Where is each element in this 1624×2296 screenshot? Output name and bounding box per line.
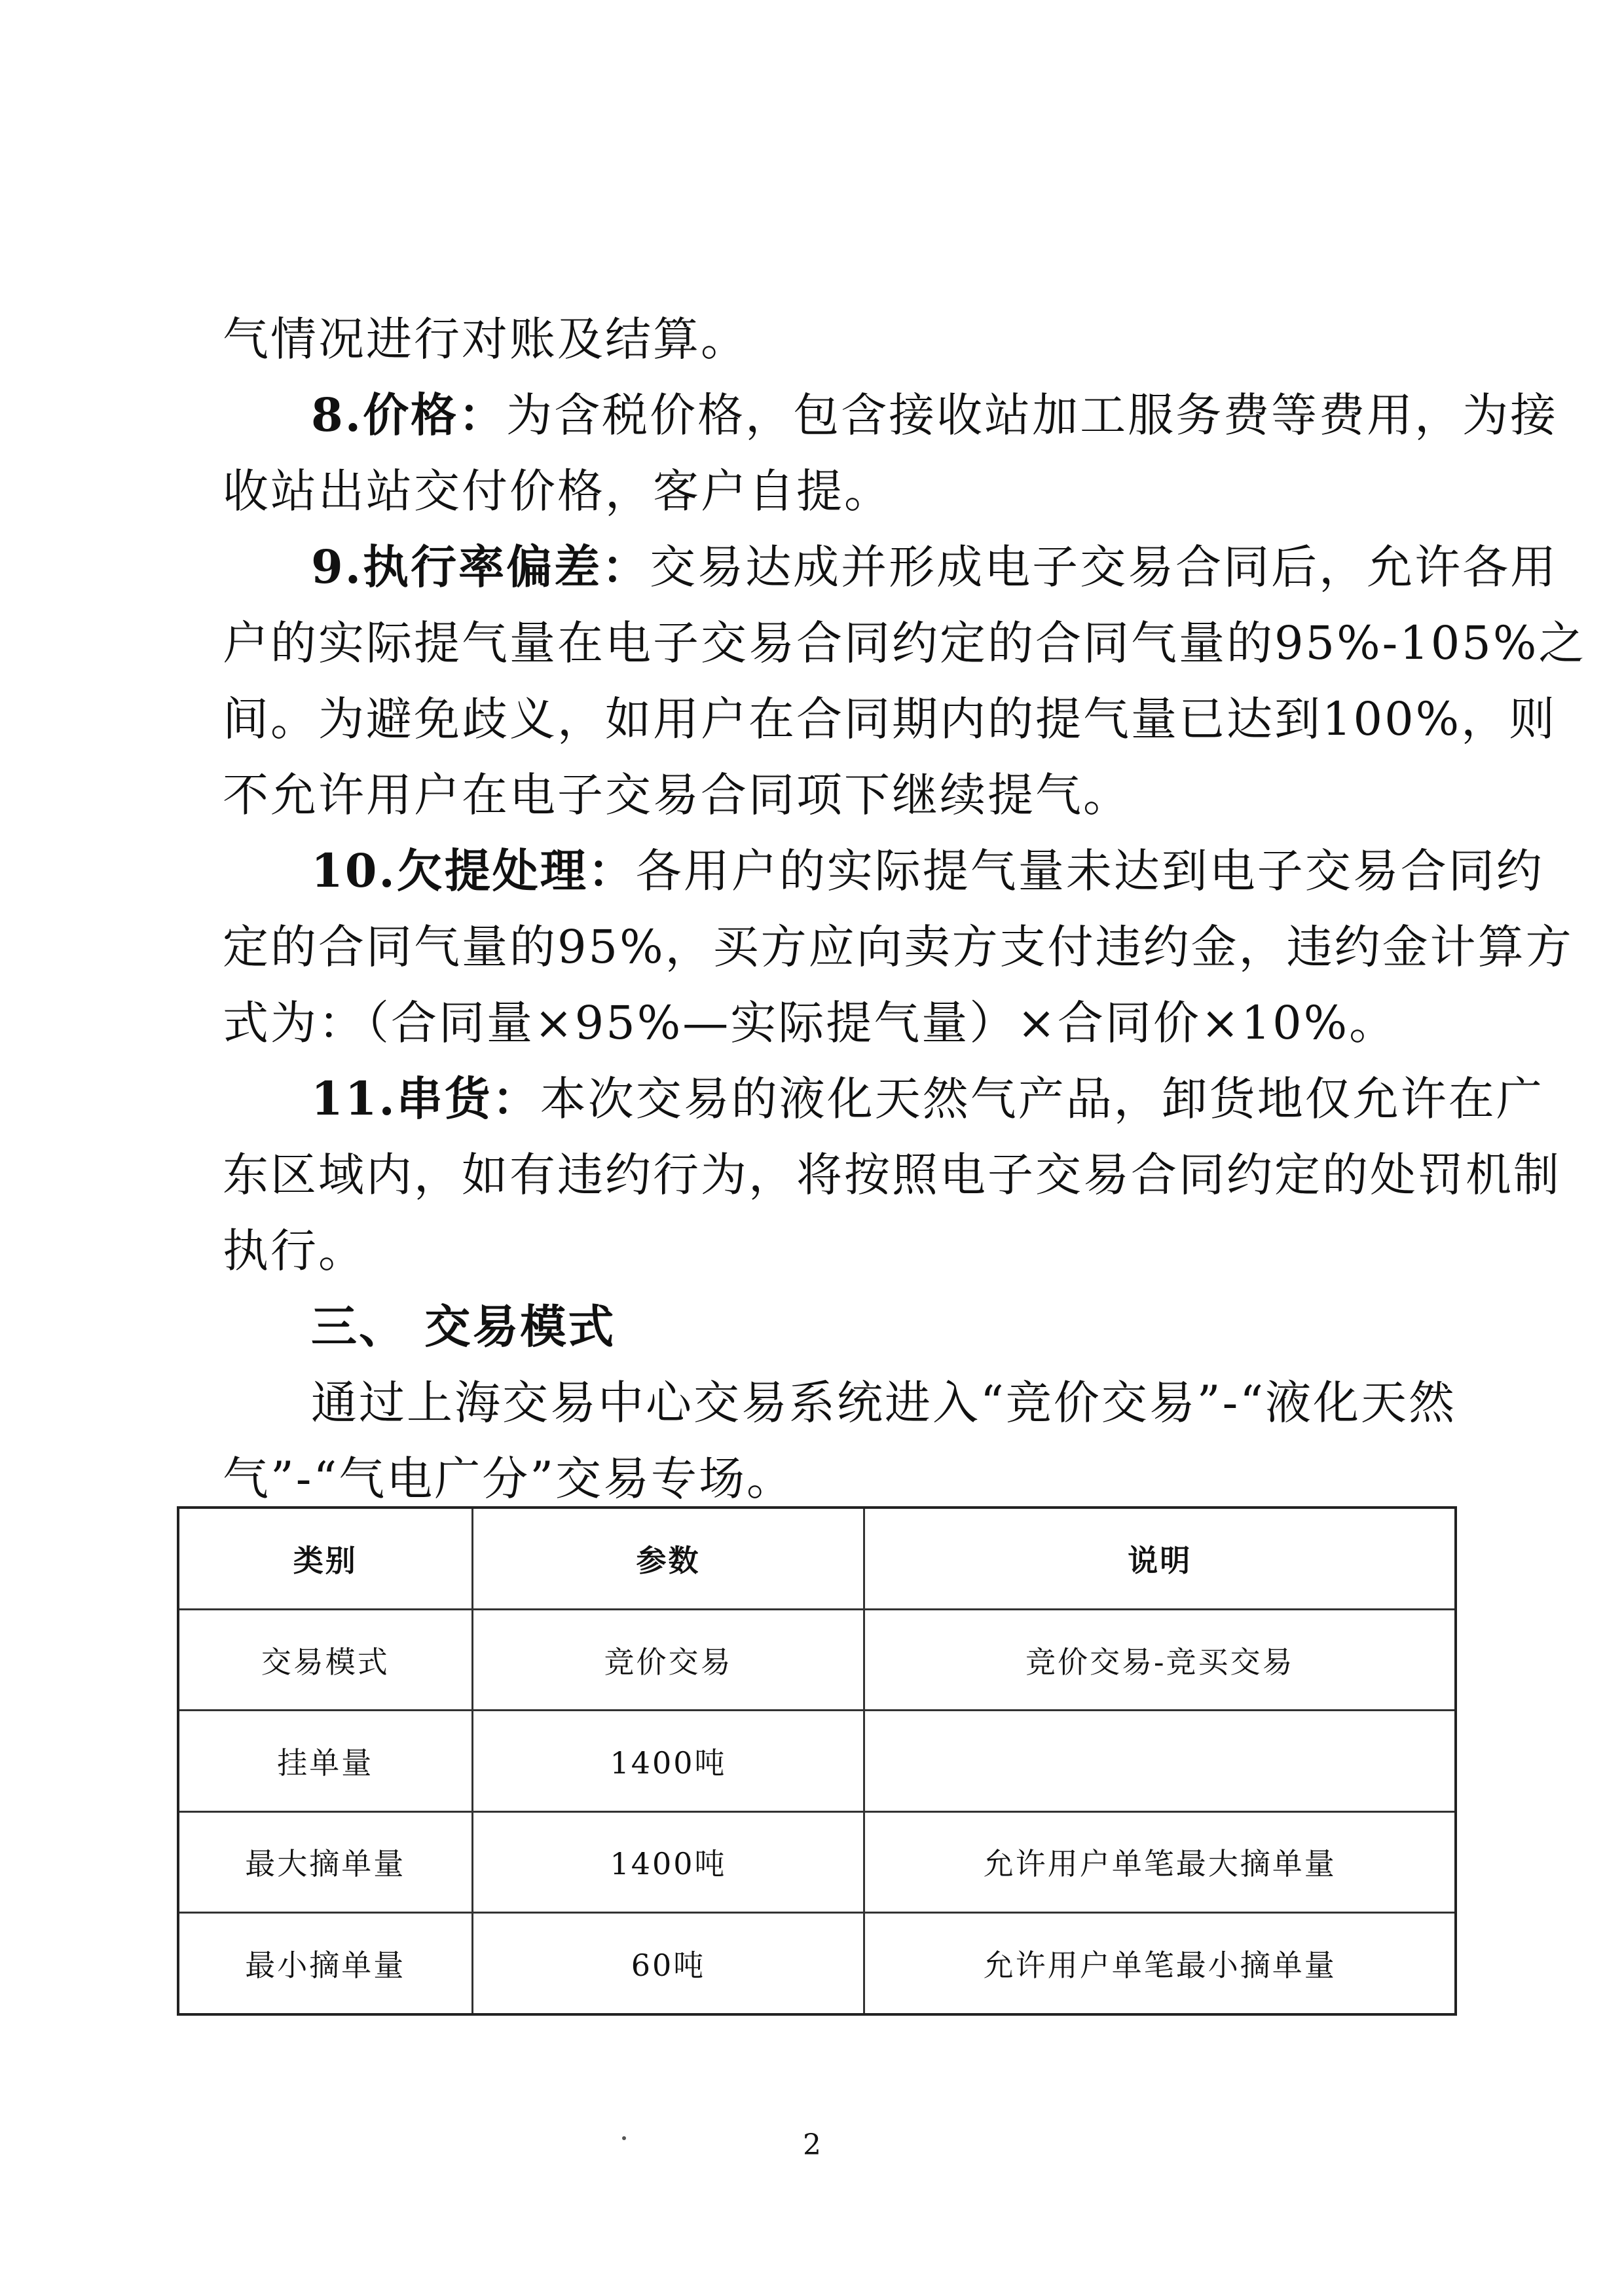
line-text: 户的实际提气量在电子交易合同约定的合同气量的95%-105%之 <box>223 616 1587 670</box>
table-cell: 竞价交易-竞买交易 <box>864 1609 1456 1710</box>
line-text: 气情况进行对账及结算。 <box>223 312 748 366</box>
table-cell: 竞价交易 <box>472 1609 864 1710</box>
table-row <box>178 1711 1456 1811</box>
clause-8-price <box>311 377 1559 453</box>
table-cell: 挂单量 <box>178 1711 472 1811</box>
paragraph-line <box>223 1137 1561 1213</box>
line-text: 东区域内，如有违约行为，将按照电子交易合同约定的处罚机制 <box>223 1148 1561 1202</box>
section-heading-trading-mode <box>311 1289 1414 1365</box>
table-cell: 1400吨 <box>472 1811 864 1912</box>
line-text: 气”-“气电广分”交易专场。 <box>223 1452 795 1506</box>
table-header-row <box>178 1508 1456 1609</box>
header-description: 说明 <box>864 1508 1456 1609</box>
clause-9-deviation <box>311 529 1559 605</box>
paragraph-line <box>223 605 1587 681</box>
line-text: 收站出站交付价格，客户自提。 <box>223 464 892 518</box>
paragraph-line <box>311 1365 1457 1441</box>
paragraph-line <box>223 909 1574 985</box>
paragraph-line <box>223 1441 1414 1517</box>
clause-title: 10.欠提处理： <box>311 843 636 898</box>
paragraph-line <box>223 1213 1414 1289</box>
line-text: 式为：（合同量×95%—实际提气量）×合同价×10%。 <box>223 996 1397 1050</box>
line-text: 通过上海交易中心交易系统进入“竞价交易”-“液化天然 <box>311 1376 1457 1430</box>
header-category: 类别 <box>178 1508 472 1609</box>
line-text: 间。为避免歧义，如用户在合同期内的提气量已达到100%，则 <box>223 692 1557 746</box>
table-cell: 交易模式 <box>178 1609 472 1710</box>
page-number: 2 <box>803 2128 821 2162</box>
paragraph-line <box>223 453 1414 529</box>
clause-title: 11.串货： <box>311 1071 540 1126</box>
paragraph-line <box>223 681 1557 757</box>
table-cell: 最大摘单量 <box>178 1811 472 1912</box>
table-cell: 允许用户单笔最大摘单量 <box>864 1811 1456 1912</box>
table-row <box>178 1609 1456 1710</box>
table-cell: 允许用户单笔最小摘单量 <box>864 1913 1456 2015</box>
line-text: 交易达成并形成电子交易合同后，允许各用 <box>650 540 1559 594</box>
section-title: 三、 交易模式 <box>311 1299 616 1354</box>
line-text: 各用户的实际提气量未达到电子交易合同约 <box>635 844 1544 898</box>
table-cell <box>864 1711 1456 1811</box>
paragraph-line <box>223 301 1414 377</box>
line-text: 本次交易的液化天然气产品，卸货地仅允许在广 <box>540 1072 1544 1126</box>
clause-title: 8.价格： <box>311 388 507 442</box>
line-text: 定的合同气量的95%，买方应向卖方支付违约金，违约金计算方 <box>223 920 1574 974</box>
trading-parameters-table <box>177 1506 1457 2016</box>
clause-title: 9.执行率偏差： <box>311 540 650 594</box>
table-cell: 60吨 <box>472 1913 864 2015</box>
scan-dot <box>622 2136 626 2140</box>
paragraph-line <box>223 757 1414 833</box>
paragraph-line <box>223 985 1414 1061</box>
clause-11-diversion <box>311 1061 1544 1137</box>
table-row <box>178 1913 1456 2015</box>
table-cell: 最小摘单量 <box>178 1913 472 2015</box>
table-cell: 1400吨 <box>472 1711 864 1811</box>
line-text: 不允许用户在电子交易合同项下继续提气。 <box>223 768 1131 822</box>
header-parameter: 参数 <box>472 1508 864 1609</box>
line-text: 为含税价格，包含接收站加工服务费等费用，为接 <box>506 388 1559 442</box>
clause-10-under-lifting <box>311 833 1544 909</box>
table-row <box>178 1811 1456 1912</box>
line-text: 执行。 <box>223 1224 366 1278</box>
